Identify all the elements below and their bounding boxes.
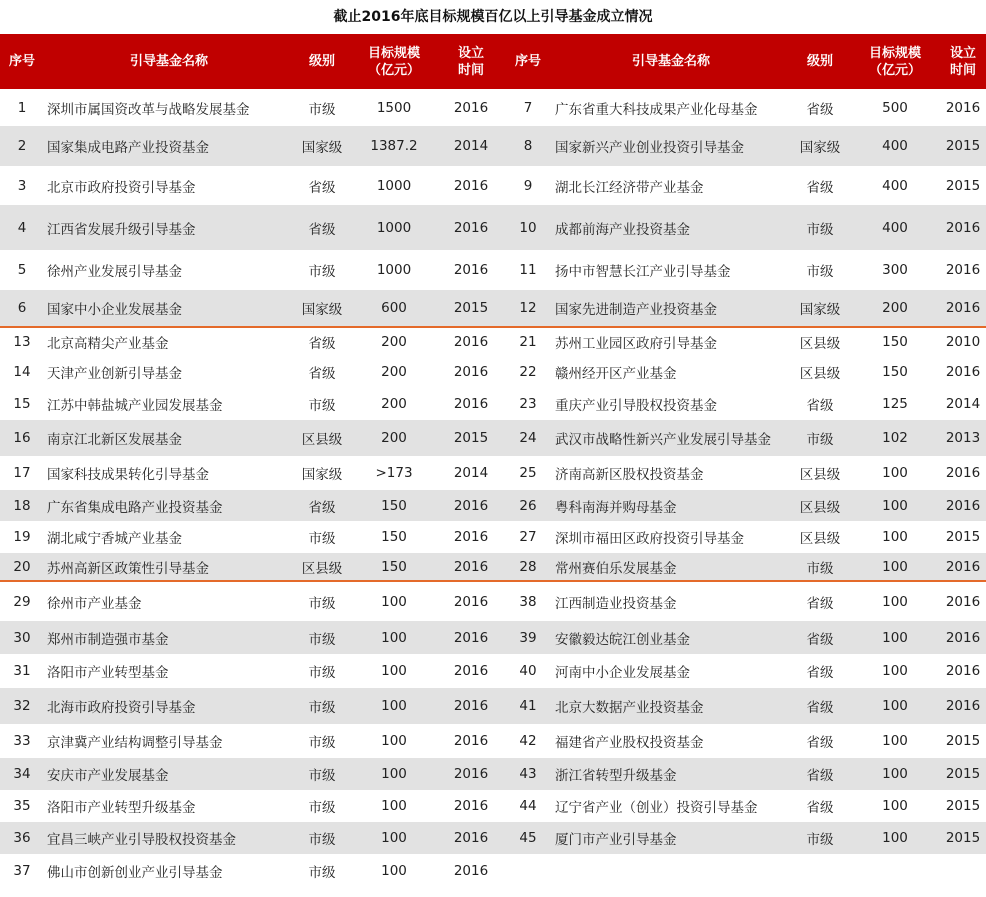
cell-name: 江西省发展升级引导基金 [47,221,196,238]
cell-year: 2016 [453,396,489,412]
cell-level: 市级 [308,735,336,751]
cell-name: 厦门市产业引导基金 [555,832,677,848]
cell-year: 2016 [453,798,489,814]
cell-level: 市级 [308,865,336,881]
cell-name: 国家中小企业发展基金 [47,302,182,318]
cell-level: 市级 [806,560,834,577]
cell-year: 2015 [453,430,489,446]
cell-scale: 400 [882,219,908,236]
cell-name: 北京大数据产业投资基金 [555,700,704,716]
cell-level: 区县级 [799,366,841,382]
cell-name: 辽宁省产业（创业）投资引导基金 [555,800,758,816]
cell-scale: 300 [882,262,908,278]
cell-no: 23 [519,396,537,412]
cell-level: 省级 [806,101,834,118]
header-scale: 目标规模 （亿元） [367,45,420,78]
cell-no: 43 [519,766,537,782]
cell-name: 常州赛伯乐发展基金 [555,560,677,577]
header-no: 序号 [8,54,35,69]
cell-year: 2016 [453,698,489,714]
table-row [0,521,986,553]
cell-scale: 100 [882,733,908,749]
table-row [0,290,986,326]
cell-scale: 200 [381,396,407,412]
cell-level: 市级 [806,221,834,238]
cell-no: 27 [519,529,537,545]
cell-no: 16 [13,430,31,446]
cell-name: 武汉市战略性新兴产业发展引导基金 [555,432,771,448]
cell-scale: 1500 [376,99,412,116]
cell-scale: 600 [381,300,407,316]
cell-no: 41 [519,698,537,714]
cell-scale: 100 [381,593,407,610]
cell-scale: 100 [381,830,407,846]
cell-year: 2016 [945,663,981,679]
cell-scale: 100 [381,629,407,646]
table-row [0,822,986,854]
cell-name: 深圳市属国资改革与战略发展基金 [47,101,250,118]
cell-year: 2015 [453,300,489,316]
cell-scale: >173 [375,465,413,481]
cell-level: 国家级 [301,140,343,156]
cell-name: 北京高精尖产业基金 [47,335,169,352]
cell-scale: 500 [882,99,908,116]
cell-level: 市级 [308,700,336,716]
cell-name: 浙江省转型升级基金 [555,768,677,784]
cell-level: 市级 [806,832,834,848]
table-row [0,205,986,250]
table-title: 截止2016年底目标规模百亿以上引导基金成立情况 [333,9,653,25]
cell-year: 2016 [945,465,981,481]
cell-no: 13 [13,333,31,350]
cell-year: 2014 [945,396,981,412]
cell-name: 京津冀产业结构调整引导基金 [47,735,223,751]
cell-level: 市级 [308,832,336,848]
cell-level: 省级 [308,335,336,352]
cell-year: 2016 [945,364,981,380]
cell-year: 2016 [453,830,489,846]
cell-name: 湖北长江经济带产业基金 [555,179,704,196]
cell-no: 18 [13,497,31,514]
cell-name: 宜昌三峡产业引导股权投资基金 [47,832,236,848]
cell-level: 区县级 [799,467,841,483]
cell-name: 成都前海产业投资基金 [555,221,690,238]
cell-year: 2013 [945,430,981,446]
cell-level: 省级 [308,366,336,382]
header-name-right: 引导基金名称 [631,54,710,69]
cell-level: 区县级 [799,499,841,516]
cell-no: 25 [519,465,537,481]
cell-year: 2016 [453,766,489,782]
cell-year: 2015 [945,798,981,814]
cell-name: 北海市政府投资引导基金 [47,700,196,716]
cell-name: 安庆市产业发展基金 [47,768,169,784]
cell-year: 2016 [945,300,981,316]
cell-level: 市级 [308,631,336,648]
cell-name: 国家先进制造产业投资基金 [555,302,717,318]
cell-year: 2015 [945,177,981,194]
cell-level: 省级 [806,768,834,784]
cell-scale: 100 [882,629,908,646]
cell-name: 扬中市智慧长江产业引导基金 [555,264,731,280]
cell-year: 2016 [945,698,981,714]
cell-level: 省级 [806,631,834,648]
cell-no: 10 [519,219,537,236]
cell-level: 国家级 [799,140,841,156]
cell-no: 11 [519,262,537,278]
cell-level: 市级 [806,264,834,280]
cell-level: 市级 [308,800,336,816]
cell-name: 国家新兴产业创业投资引导基金 [555,140,744,156]
cell-scale: 150 [882,333,908,350]
cell-name: 福建省产业股权投资基金 [555,735,704,751]
cell-year: 2015 [945,830,981,846]
cell-no: 37 [13,863,31,879]
cell-year: 2016 [945,497,981,514]
cell-scale: 150 [381,497,407,514]
cell-scale: 100 [882,558,908,575]
table-header [0,34,986,89]
cell-no: 4 [17,219,27,236]
cell-level: 市级 [806,432,834,448]
cell-scale: 102 [882,430,908,446]
cell-no: 40 [519,663,537,679]
cell-year: 2014 [453,138,489,154]
cell-no: 42 [519,733,537,749]
cell-level: 省级 [308,179,336,196]
cell-name: 天津产业创新引导基金 [47,366,182,382]
cell-scale: 1000 [376,177,412,194]
cell-name: 洛阳市产业转型升级基金 [47,800,196,816]
cell-level: 市级 [308,531,336,547]
cell-name: 江苏中韩盐城产业园发展基金 [47,398,223,414]
cell-year: 2016 [453,663,489,679]
cell-year: 2016 [453,733,489,749]
cell-year: 2016 [945,558,981,575]
cell-name: 南京江北新区发展基金 [47,432,182,448]
table-row [0,553,986,580]
table-row [0,854,986,888]
cell-name: 徐州产业发展引导基金 [47,264,182,280]
cell-year: 2016 [453,593,489,610]
cell-no: 3 [17,177,27,194]
cell-year: 2016 [453,99,489,116]
cell-year: 2015 [945,529,981,545]
cell-scale: 200 [882,300,908,316]
cell-name: 粤科南海并购母基金 [555,499,677,516]
cell-year: 2014 [453,465,489,481]
cell-scale: 100 [882,830,908,846]
cell-scale: 100 [381,698,407,714]
cell-no: 22 [519,364,537,380]
cell-scale: 100 [381,766,407,782]
cell-scale: 125 [882,396,908,412]
table-row [0,724,986,758]
cell-scale: 150 [381,558,407,575]
cell-name: 国家集成电路产业投资基金 [47,140,209,156]
cell-scale: 200 [381,333,407,350]
cell-scale: 1000 [376,262,412,278]
cell-no: 8 [523,138,533,154]
cell-scale: 150 [882,364,908,380]
cell-no: 38 [519,593,537,610]
cell-year: 2016 [453,863,489,879]
cell-level: 省级 [806,665,834,681]
cell-no: 1 [17,99,27,116]
cell-name: 北京市政府投资引导基金 [47,179,196,196]
cell-no: 24 [519,430,537,446]
cell-level: 国家级 [799,302,841,318]
cell-level: 市级 [308,101,336,118]
table-row [0,790,986,822]
table-row [0,758,986,790]
table-row [0,420,986,456]
cell-no: 29 [13,593,31,610]
cell-no: 20 [13,558,31,575]
cell-level: 区县级 [799,531,841,547]
cell-year: 2015 [945,138,981,154]
header-year-right: 设立 时间 [949,45,976,78]
cell-no: 9 [523,177,533,194]
cell-level: 区县级 [799,335,841,352]
cell-no: 26 [519,497,537,514]
table-row [0,89,986,126]
cell-scale: 1387.2 [370,138,418,154]
cell-level: 省级 [806,800,834,816]
cell-year: 2016 [945,262,981,278]
header-name: 引导基金名称 [129,54,208,69]
cell-level: 市级 [308,665,336,681]
cell-year: 2016 [453,629,489,646]
group-separator [0,326,986,328]
cell-year: 2016 [453,177,489,194]
cell-name: 安徽毅达皖江创业基金 [555,631,690,648]
cell-name: 徐州市产业基金 [47,595,142,612]
cell-no: 17 [13,465,31,481]
header-no-right: 序号 [514,54,541,69]
cell-no: 15 [13,396,31,412]
cell-level: 省级 [308,499,336,516]
cell-level: 国家级 [301,467,343,483]
cell-scale: 100 [882,663,908,679]
cell-year: 2016 [945,593,981,610]
cell-year: 2016 [453,529,489,545]
cell-scale: 100 [381,863,407,879]
cell-no: 36 [13,830,31,846]
table-row [0,582,986,621]
cell-name: 江西制造业投资基金 [555,595,677,612]
cell-no: 19 [13,529,31,545]
table-row [0,490,986,521]
table-row [0,688,986,724]
cell-level: 国家级 [301,302,343,318]
cell-level: 区县级 [301,560,343,577]
cell-year: 2016 [453,558,489,575]
cell-no: 45 [519,830,537,846]
cell-scale: 400 [882,177,908,194]
table-row [0,250,986,290]
header-level-right: 级别 [806,54,833,69]
cell-no: 35 [13,798,31,814]
cell-no: 39 [519,629,537,646]
header-level: 级别 [308,54,335,69]
cell-no: 6 [17,300,27,316]
cell-year: 2016 [945,629,981,646]
cell-name: 济南高新区股权投资基金 [555,467,704,483]
cell-name: 洛阳市产业转型基金 [47,665,169,681]
table-row [0,126,986,166]
cell-scale: 400 [882,138,908,154]
cell-level: 省级 [806,700,834,716]
cell-scale: 100 [381,663,407,679]
cell-name: 郑州市制造强市基金 [47,631,169,648]
table-row [0,327,986,356]
table-row [0,621,986,654]
cell-name: 赣州经开区产业基金 [555,366,677,382]
cell-scale: 200 [381,364,407,380]
cell-no: 12 [519,300,537,316]
cell-no: 32 [13,698,31,714]
cell-scale: 100 [882,766,908,782]
cell-level: 省级 [806,735,834,751]
cell-year: 2016 [453,262,489,278]
cell-year: 2016 [453,219,489,236]
cell-no: 44 [519,798,537,814]
cell-no: 5 [17,262,27,278]
table-row [0,654,986,688]
cell-scale: 100 [882,798,908,814]
cell-scale: 100 [381,733,407,749]
cell-scale: 100 [882,497,908,514]
cell-no: 30 [13,629,31,646]
cell-scale: 100 [882,593,908,610]
cell-no: 2 [17,138,27,154]
cell-scale: 150 [381,529,407,545]
header-scale-right: 目标规模 （亿元） [868,45,921,78]
cell-scale: 100 [381,798,407,814]
cell-name: 重庆产业引导股权投资基金 [555,398,717,414]
cell-no: 31 [13,663,31,679]
cell-level: 省级 [806,595,834,612]
cell-level: 省级 [308,221,336,238]
cell-scale: 200 [381,430,407,446]
cell-year: 2016 [945,219,981,236]
table-row [0,388,986,420]
cell-level: 市级 [308,595,336,612]
cell-no: 34 [13,766,31,782]
cell-name: 湖北咸宁香城产业基金 [47,531,182,547]
cell-name: 苏州高新区政策性引导基金 [47,560,209,577]
cell-scale: 1000 [376,219,412,236]
cell-name: 广东省重大科技成果产业化母基金 [555,101,758,118]
cell-year: 2016 [453,364,489,380]
cell-scale: 100 [882,529,908,545]
cell-scale: 100 [882,698,908,714]
cell-no: 28 [519,558,537,575]
cell-level: 市级 [308,264,336,280]
cell-name: 佛山市创新创业产业引导基金 [47,865,223,881]
cell-year: 2015 [945,766,981,782]
cell-scale: 100 [882,465,908,481]
cell-year: 2016 [453,333,489,350]
header-year: 设立 时间 [457,45,484,78]
cell-no: 33 [13,733,31,749]
table-row [0,166,986,205]
cell-level: 省级 [806,398,834,414]
cell-no: 7 [523,99,533,116]
group-separator [0,580,986,582]
table-row [0,356,986,388]
cell-name: 苏州工业园区政府引导基金 [555,335,717,352]
cell-name: 国家科技成果转化引导基金 [47,467,209,483]
table-row [0,456,986,490]
cell-name: 广东省集成电路产业投资基金 [47,499,223,516]
cell-name: 河南中小企业发展基金 [555,665,690,681]
cell-no: 14 [13,364,31,380]
cell-year: 2016 [453,497,489,514]
cell-name: 深圳市福田区政府投资引导基金 [555,531,744,547]
cell-level: 省级 [806,179,834,196]
cell-no: 21 [519,333,537,350]
cell-year: 2010 [945,333,981,350]
cell-level: 市级 [308,398,336,414]
cell-level: 市级 [308,768,336,784]
cell-year: 2015 [945,733,981,749]
cell-level: 区县级 [301,432,343,448]
cell-year: 2016 [945,99,981,116]
